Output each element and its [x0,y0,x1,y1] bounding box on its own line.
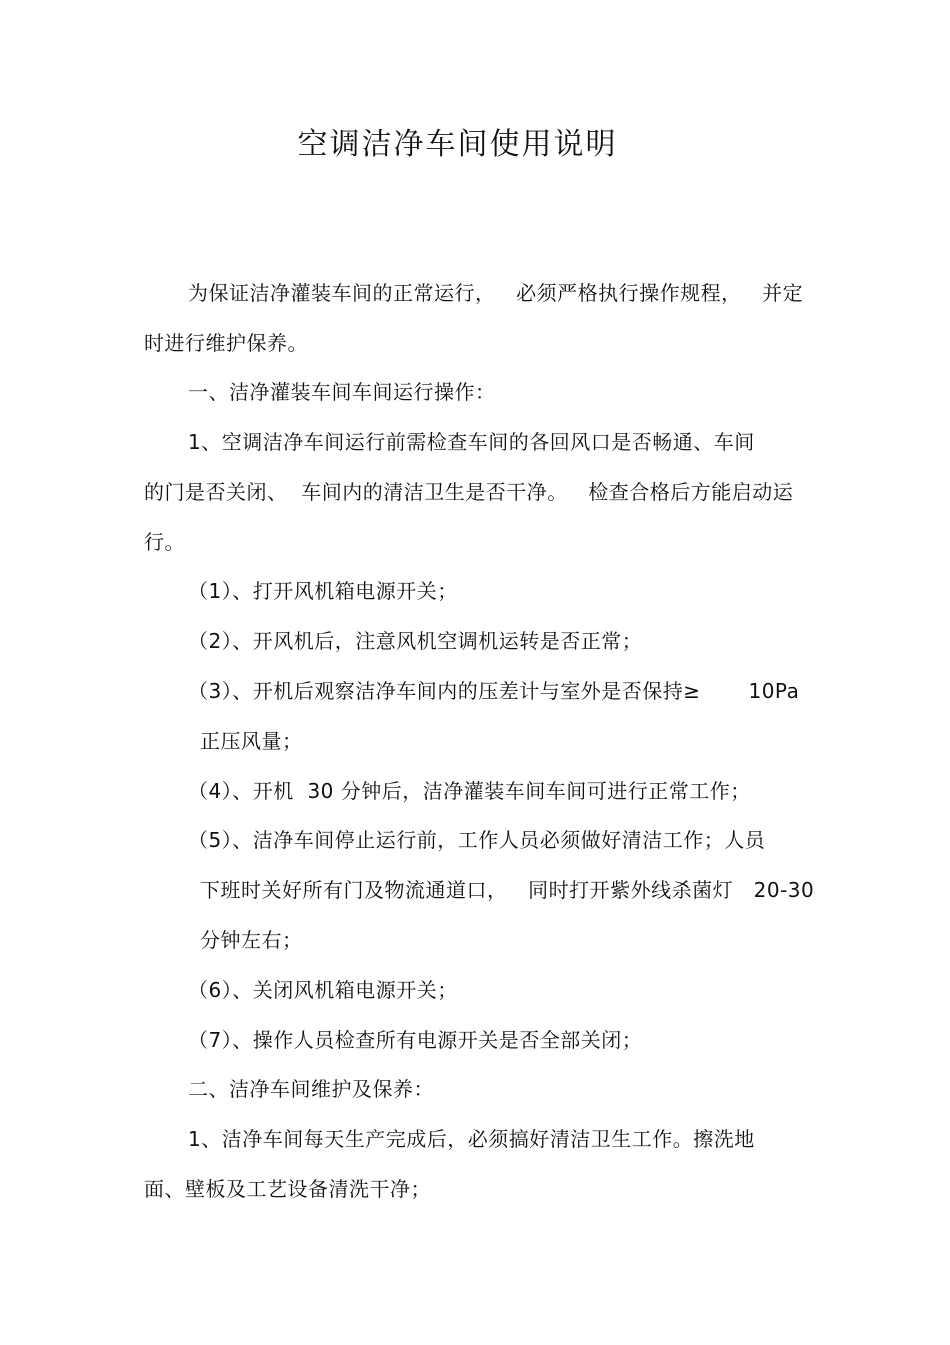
step-7: （7）、操作人员检查所有电源开关是否全部关闭； [188,1028,643,1052]
step-5-line-1: （5）、洁净车间停止运行前，工作人员必须做好清洁工作；人员 [188,828,766,852]
paragraph-item-1-line-2: 的门是否关闭、 车间内的清洁卫生是否干净。 检查合格后方能启动运 [144,480,794,504]
step-2: （2）、开风机后，注意风机空调机运转是否正常； [188,629,643,653]
step-1: （1）、打开风机箱电源开关； [188,579,458,603]
paragraph-maintenance-line-1: 1、洁净车间每天生产完成后，必须搞好清洁卫生工作。擦洗地 [188,1127,755,1151]
document-title: 空调洁净车间使用说明 [297,127,618,162]
paragraph-intro-line-1: 为保证洁净灌装车间的正常运行， 必须严格执行操作规程， 并定 [188,281,804,305]
paragraph-intro-line-2: 时进行维护保养。 [144,331,308,355]
paragraph-maintenance-line-2: 面、壁板及工艺设备清洗干净； [144,1177,431,1201]
step-6: （6）、关闭风机箱电源开关； [188,978,458,1002]
step-5-line-2: 下班时关好所有门及物流通道口， 同时打开紫外线杀菌灯 20-30 [200,878,815,902]
step-3-line-2: 正压风量； [200,729,303,753]
paragraph-item-1-line-3: 行。 [144,530,185,554]
section-heading-maintenance: 二、洁净车间维护及保养： [188,1077,434,1101]
step-3-line-1: （3）、开机后观察洁净车间内的压差计与室外是否保持≥ 10Pa [188,679,800,703]
step-4: （4）、开机 30 分钟后，洁净灌装车间车间可进行正常工作； [188,779,751,803]
paragraph-item-1-line-1: 1、空调洁净车间运行前需检查车间的各回风口是否畅通、车间 [188,430,755,454]
section-heading-operation: 一、洁净灌装车间车间运行操作： [188,380,496,404]
step-5-line-3: 分钟左右； [200,928,303,952]
